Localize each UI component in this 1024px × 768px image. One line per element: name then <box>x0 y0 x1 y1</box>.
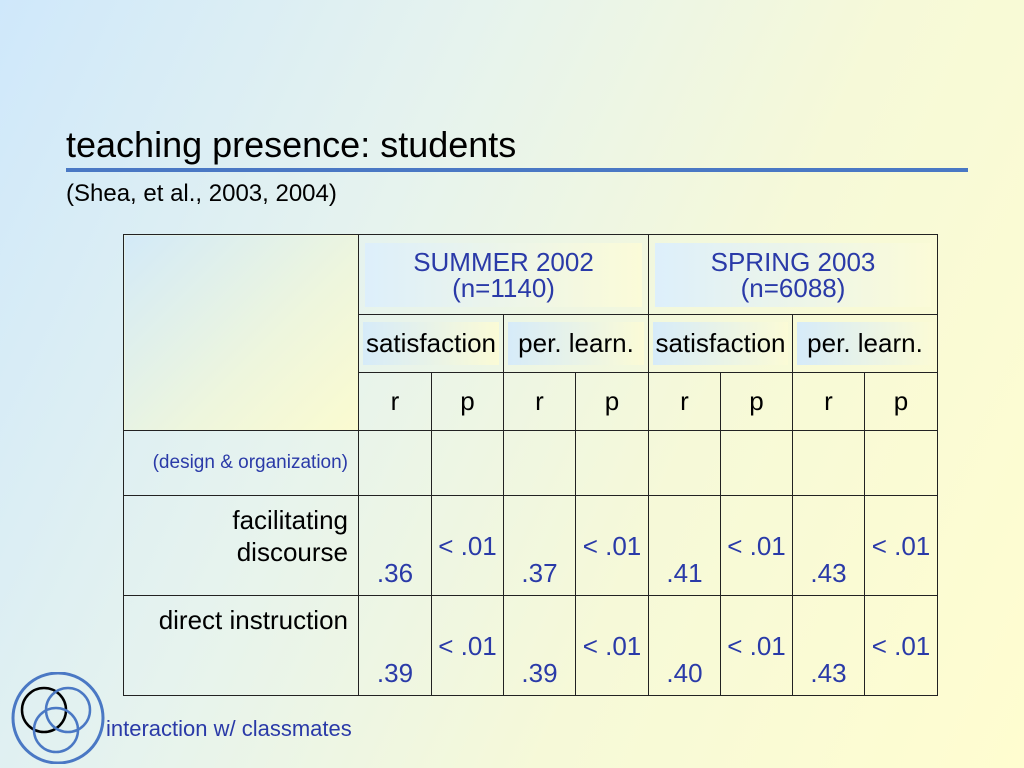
stat-header: r <box>649 373 721 431</box>
measure-header: per. learn. <box>504 315 649 373</box>
stat-header: r <box>359 373 432 431</box>
footer-caption: interaction w/ classmates <box>106 716 352 741</box>
p-value: < .01 <box>432 596 504 696</box>
title-underline <box>66 168 968 172</box>
measure-header: satisfaction <box>649 315 793 373</box>
p-value: < .01 <box>721 596 793 696</box>
r-value: .39 <box>359 596 432 696</box>
period-header-summer <box>359 235 649 315</box>
stat-header: r <box>793 373 865 431</box>
circles-logo-icon <box>8 672 108 764</box>
row-label: facilitating discourse <box>124 496 359 596</box>
period-name: SPRING 2003 <box>710 246 876 277</box>
measure-header: satisfaction <box>359 315 504 373</box>
p-value: < .01 <box>721 496 793 596</box>
p-value: < .01 <box>432 496 504 596</box>
stat-header: p <box>721 373 793 431</box>
slide-subtitle: (Shea, et al., 2003, 2004) <box>66 180 337 207</box>
table-row <box>124 596 938 696</box>
r-value: .37 <box>504 496 576 596</box>
p-value: < .01 <box>576 496 649 596</box>
r-value: .39 <box>504 596 576 696</box>
row-label: direct instruction <box>124 596 359 696</box>
results-table <box>123 234 938 696</box>
stat-header: p <box>432 373 504 431</box>
period-name: SUMMER 2002 <box>413 246 594 277</box>
period-n: (n=6088) <box>740 272 846 303</box>
stat-header: p <box>576 373 649 431</box>
r-value: .43 <box>793 496 865 596</box>
r-value: .41 <box>649 496 721 596</box>
stat-header: r <box>504 373 576 431</box>
table-row <box>124 496 938 596</box>
stat-header: p <box>865 373 938 431</box>
r-value: .36 <box>359 496 432 596</box>
r-value: .43 <box>793 596 865 696</box>
group-label: (design & organization) <box>124 431 359 496</box>
period-header-spring <box>649 235 938 315</box>
period-n: (n=1140) <box>452 272 555 303</box>
measure-header: per. learn. <box>793 315 938 373</box>
p-value: < .01 <box>576 596 649 696</box>
slide-title: teaching presence: students <box>66 124 517 165</box>
p-value: < .01 <box>865 496 938 596</box>
header-blank-cell <box>124 235 359 431</box>
p-value: < .01 <box>865 596 938 696</box>
r-value: .40 <box>649 596 721 696</box>
